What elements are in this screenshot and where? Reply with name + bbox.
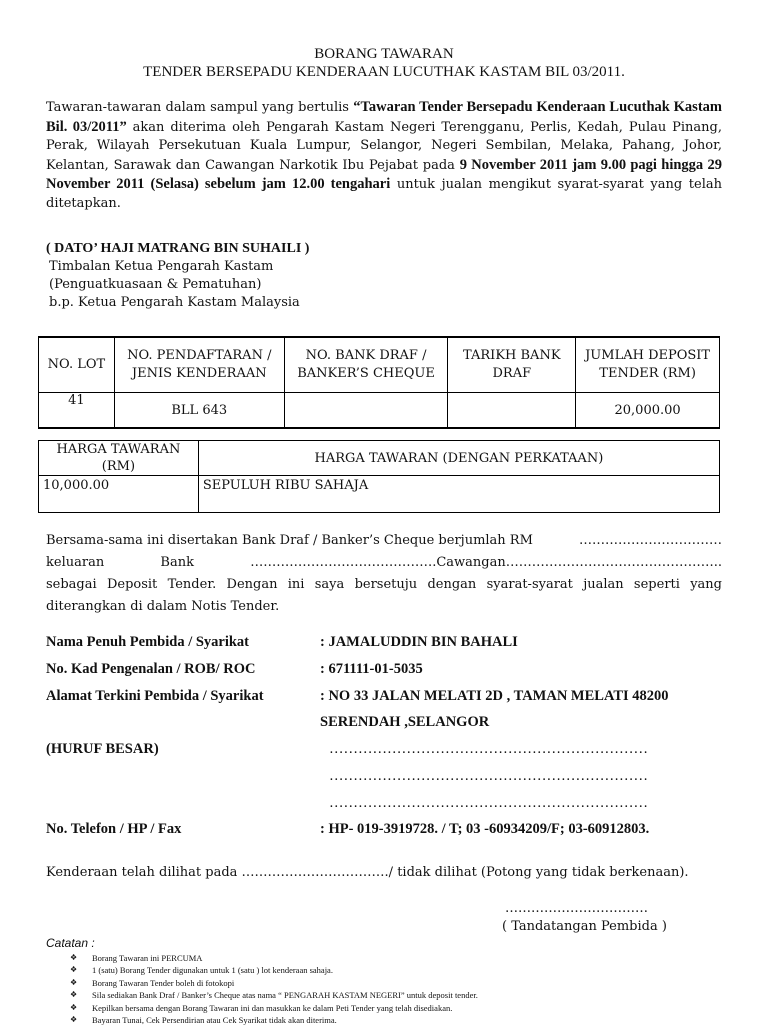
list-item: ❖ Borang Tawaran Tender boleh di fotokopi <box>70 977 235 988</box>
deposit-amount-label: Bersama-sama ini disertakan Bank Draf / Banker’s Cheque berjumlah RM <box>46 533 533 548</box>
notes-list <box>70 952 478 1026</box>
bullet-icon: ❖ <box>70 1015 78 1025</box>
header-bank-draft: NO. BANK DRAF / BANKER’S CHEQUE <box>284 337 448 393</box>
bidder-ic-value: : 671111-01-5035 <box>320 661 423 677</box>
signatory-title: Timbalan Ketua Pengarah Kastam <box>49 259 274 274</box>
bidder-address-value-2: SERENDAH ,SELANGOR <box>320 714 490 730</box>
caps-label: (HURUF BESAR) <box>46 741 159 757</box>
cell-offer-amount: 10,000.00 <box>39 476 199 513</box>
blank-line-2: ………………………………………………………… <box>329 768 648 784</box>
deposit-paragraph <box>46 530 722 618</box>
intro-bold-2: 9 November 2011 jam 9.00 pagi hingga 29 November 2011 (Selasa) sebelum jam 12.00 tengahari <box>46 156 722 192</box>
bidder-name-value: : JAMALUDDIN BIN BAHALI <box>320 634 518 650</box>
table-row <box>39 393 720 429</box>
header-offer-amount: HARGA TAWARAN (RM) <box>39 441 199 476</box>
bidder-ic-label: No. Kad Pengenalan / ROB/ ROC <box>46 661 256 677</box>
deposit-amount-blank: …………………………… <box>579 533 722 548</box>
signatory-behalf: b.p. Ketua Pengarah Kastam Malaysia <box>49 295 300 310</box>
header-draft-date: TARIKH BANK DRAF <box>448 337 576 393</box>
list-item: ❖ Sila sediakan Bank Draf / Banker’s Cheque atas nama “ PENGARAH KASTAM NEGERI” untuk deposit tender. <box>70 990 478 1001</box>
cell-deposit-total: 20,000.00 <box>576 393 720 429</box>
header-deposit-total: JUMLAH DEPOSIT TENDER (RM) <box>576 337 720 393</box>
table-row <box>39 476 720 513</box>
bidder-name-label: Nama Penuh Pembida / Syarikat <box>46 634 250 650</box>
blank-line-3: ………………………………………………………… <box>329 795 648 811</box>
form-title: BORANG TAWARAN <box>314 46 454 62</box>
deposit-agreement-text: sebagai Deposit Tender. Dengan ini saya bersetuju dengan syarat-syarat jualan seperti yang diterangkan di dalam Notis Tender. <box>46 577 722 614</box>
list-item: ❖ Kepilkan bersama dengan Borang Tawaran ini dan masukkan ke dalam Peti Tender yang telah disediakan. <box>70 1002 453 1013</box>
blank-line-1: ………………………………………………………… <box>329 741 648 757</box>
intro-paragraph <box>46 98 722 213</box>
intro-text-1: Tawaran-tawaran dalam sampul yang bertulis <box>46 100 354 115</box>
intro-bold-1: “Tawaran Tender Bersepadu Kenderaan Lucuthak Kastam Bil. 03/2011” <box>46 99 722 135</box>
deposit-line-2 <box>46 552 722 574</box>
lot-deposit-table <box>38 336 720 429</box>
cell-offer-words: SEPULUH RIBU SAHAJA <box>198 476 719 513</box>
cell-registration: BLL 643 <box>114 393 284 429</box>
bullet-icon: ❖ <box>70 990 78 1000</box>
deposit-bank-label: Bank <box>160 555 194 570</box>
bidder-phone-label: No. Telefon / HP / Fax <box>46 821 182 837</box>
cell-bank-draft <box>284 393 448 429</box>
signatory-division: (Penguatkuasaan & Pematuhan) <box>49 277 262 292</box>
vehicle-inspected-statement: Kenderaan telah dilihat pada ……………………………./ tidak dilihat (Potong yang tidak berkenaan). <box>46 865 689 880</box>
deposit-line-1 <box>46 530 722 552</box>
cell-lot-number: 41 <box>39 393 115 429</box>
bidder-phone-value: : HP- 019-3919728. / T; 03 -60934209/F; 03-60912803. <box>320 821 650 837</box>
signature-line: …………………………… <box>505 901 648 916</box>
intro-text-3: untuk jualan mengikut syarat-syarat yang telah ditetapkan. <box>46 177 722 211</box>
bullet-icon: ❖ <box>70 965 78 975</box>
bullet-icon: ❖ <box>70 977 78 987</box>
cell-draft-date <box>448 393 576 429</box>
list-item: ❖ Borang Tawaran ini PERCUMA <box>70 953 203 963</box>
list-item: ❖ 1 (satu) Borang Tender digunakan untuk 1 (satu ) lot kenderaan sahaja. <box>70 965 333 976</box>
header-no-lot: NO. LOT <box>39 337 115 393</box>
bullet-icon: ❖ <box>70 953 78 962</box>
notes-heading: Catatan : <box>46 936 95 950</box>
bidder-address-label: Alamat Terkini Pembida / Syarikat <box>46 688 264 704</box>
intro-text-2: akan diterima oleh Pengarah Kastam Negeri Terengganu, Perlis, Kedah, Pulau Pinang, Perak, Wilayah Persekutuan Kuala Lumpur, Selangor, Negeri Sembilan, Melaka, Pahang, Johor, Kelantan, Sarawak dan Cawangan Narkotik Ibu Pejabat pada <box>46 119 722 173</box>
header-offer-words: HARGA TAWARAN (DENGAN PERKATAAN) <box>198 441 719 476</box>
signatory-name: ( DATO’ HAJI MATRANG BIN SUHAILI ) <box>46 241 310 256</box>
signature-label: ( Tandatangan Pembida ) <box>502 919 667 934</box>
form-subtitle: TENDER BERSEPADU KENDERAAN LUCUTHAK KASTAM BIL 03/2011. <box>143 64 625 80</box>
deposit-issued-label: keluaran <box>46 555 105 570</box>
bullet-icon: ❖ <box>70 1002 78 1012</box>
offer-price-table <box>38 440 720 513</box>
list-item: ❖ Bayaran Tunai, Cek Persendirian atau Cek Syarikat tidak akan diterima. <box>70 1015 337 1026</box>
deposit-bank-branch-blank: …………………………………….Cawangan………………………………………….. <box>250 555 722 570</box>
header-registration: NO. PENDAFTARAN / JENIS KENDERAAN <box>114 337 284 393</box>
bidder-address-value-1: : NO 33 JALAN MELATI 2D , TAMAN MELATI 48200 <box>320 688 669 704</box>
